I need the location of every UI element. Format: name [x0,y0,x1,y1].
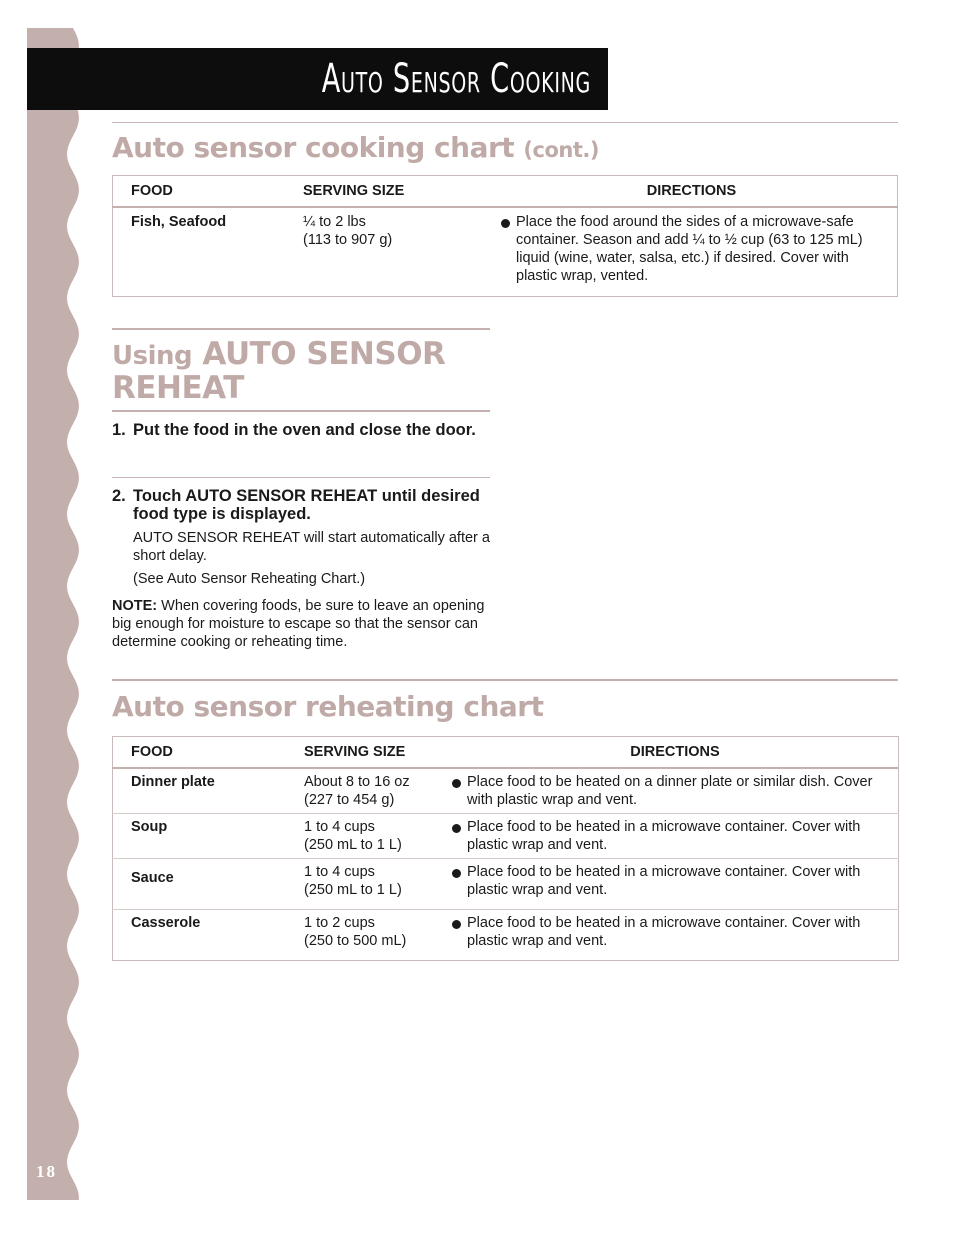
step-2-detail: AUTO SENSOR REHEAT will start automatically after a short delay. [133,530,490,564]
table-row [113,814,899,859]
food-cell: Fish, Seafood [131,214,227,230]
bullet-icon [452,920,461,929]
cooking-chart-title: Auto sensor cooking chart [112,131,515,164]
serving-size-line: About 8 to 16 oz [304,774,410,790]
section-title: Auto Sensor Cooking [321,56,591,102]
column-header-directions: DIRECTIONS [452,737,899,769]
serving-size-line: ¼ to 2 lbs [303,214,366,230]
step-text: Touch AUTO SENSOR REHEAT until desired food type is displayed. [133,487,480,523]
bullet-icon [452,824,461,833]
page-number: 18 [36,1162,57,1181]
table-row [113,910,899,961]
serving-size-cell [303,207,486,297]
column-header-food: FOOD [113,176,304,208]
directions-text: Place food to be heated in a microwave container. Cover with plastic wrap and vent. [467,864,861,898]
food-cell: Casserole [131,915,201,931]
serving-size-line: 1 to 4 cups [304,819,375,835]
serving-size-cell [304,814,452,859]
bullet-icon [501,219,510,228]
serving-size-metric: (250 mL to 1 L) [304,837,402,853]
heading-underline [112,410,490,412]
cooking-chart-table [112,175,898,297]
using-reheat-heading-prefix: Using [112,341,193,371]
step-number: 1. [112,421,126,439]
food-cell: Sauce [113,859,305,910]
directions-text: Place food to be heated in a microwave container. Cover with plastic wrap and vent. [467,819,861,853]
directions-text: Place the food around the sides of a microwave-safe container. Season and add ¼ to ½ cup (63 to 125 mL) liquid (wine, water, salsa, etc.) if desired. Cover with plastic wrap, vented. [516,214,863,284]
serving-size-metric: (113 to 907 g) [303,232,393,248]
step-1 [112,421,492,439]
serving-size-metric: (250 to 500 mL) [304,933,407,949]
column-header-food: FOOD [113,737,305,769]
step-number: 2. [112,487,126,505]
bullet-icon [452,779,461,788]
directions-cell [452,910,899,961]
directions-cell [452,814,899,859]
note-text: When covering foods, be sure to leave an opening big enough for moisture to escape so that the sensor can determine cooking or reheating time. [112,598,485,650]
note-label: NOTE: [112,598,158,614]
using-reheat-heading-main: AUTO SENSOR REHEAT [112,336,446,406]
table-row [113,859,899,910]
cooking-chart-heading [112,131,599,164]
column-header-serving-size: SERVING SIZE [303,176,486,208]
table-row [113,207,898,297]
serving-size-metric: (250 mL to 1 L) [304,882,402,898]
serving-size-line: 1 to 2 cups [304,915,375,931]
directions-cell [486,207,898,297]
using-reheat-heading [112,338,492,404]
serving-size-line: 1 to 4 cups [304,864,375,880]
directions-text: Place food to be heated on a dinner plate or similar dish. Cover with plastic wrap and vent. [467,774,873,808]
serving-size-cell [304,768,452,814]
food-cell: Dinner plate [113,768,305,814]
directions-text: Place food to be heated in a microwave container. Cover with plastic wrap and vent. [467,915,861,949]
serving-size-cell [304,910,452,961]
step-2 [112,487,492,523]
reheat-section-divider [112,328,490,330]
directions-cell [452,768,899,814]
column-header-serving-size: SERVING SIZE [304,737,452,769]
directions-cell [452,859,899,910]
serving-size-metric: (227 to 454 g) [304,792,395,808]
reheating-chart-table [112,736,899,961]
note-paragraph [112,597,487,651]
serving-size-cell [304,859,452,910]
step-2-reference: (See Auto Sensor Reheating Chart.) [133,571,366,587]
top-divider [112,122,898,123]
step-divider [112,477,490,478]
column-header-directions: DIRECTIONS [486,176,898,208]
bullet-icon [452,869,461,878]
reheating-chart-divider [112,679,898,681]
table-header-row [113,737,899,769]
section-title-bar [27,48,608,110]
table-header-row [113,176,898,208]
step-text: Put the food in the oven and close the door. [133,421,476,439]
food-cell: Soup [113,814,305,859]
cooking-chart-suffix: (cont.) [523,138,599,162]
table-row [113,768,899,814]
wavy-side-strip [27,28,83,1200]
reheating-chart-heading: Auto sensor reheating chart [112,690,544,723]
